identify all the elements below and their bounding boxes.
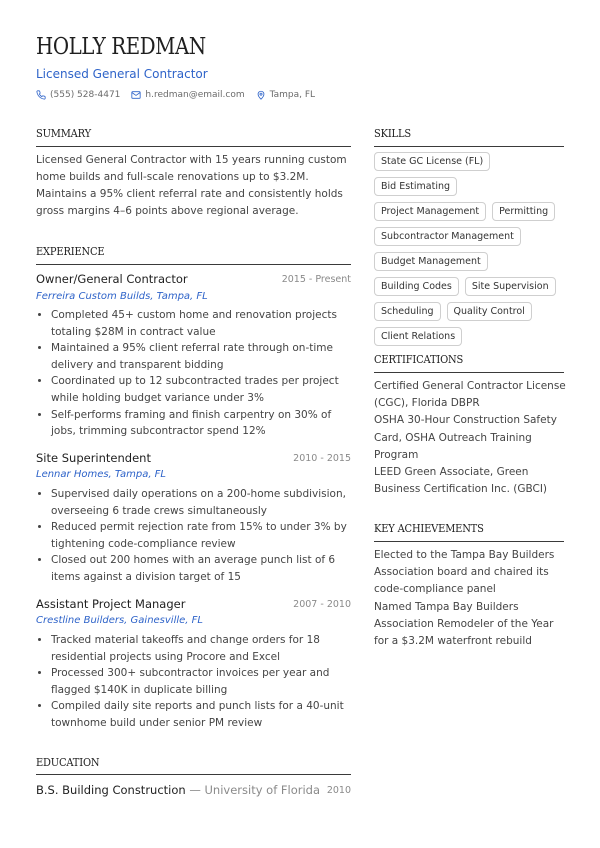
job-title: Assistant Project Manager xyxy=(36,597,186,611)
location-text: Tampa, FL xyxy=(269,90,316,100)
achievements-list xyxy=(374,547,570,650)
skill-chip: Site Supervision xyxy=(465,277,556,296)
education-heading: EDUCATION xyxy=(36,756,100,769)
skills-divider xyxy=(374,146,564,147)
certifications-divider xyxy=(374,372,564,373)
job-bullet: • Processed 300+ subcontractor invoices per year and flagged $140K in duplicate billing xyxy=(51,665,351,698)
phone-text: (555) 528-4471 xyxy=(50,90,121,100)
skill-chip: Bid Estimating xyxy=(374,177,457,196)
mail-icon xyxy=(131,90,141,100)
certifications-list xyxy=(374,378,570,498)
skill-chip: Permitting xyxy=(492,202,555,221)
job-dates: 2010 - 2015 xyxy=(293,453,351,464)
job-bullet: • Maintained a 95% client referral rate through on-time delivery and transparent bidding xyxy=(51,340,351,373)
achievements-divider xyxy=(374,541,564,542)
candidate-name: HOLLY REDMAN xyxy=(36,34,206,60)
contact-phone xyxy=(36,90,120,100)
experience-heading: EXPERIENCE xyxy=(36,245,105,258)
summary-heading: SUMMARY xyxy=(36,127,91,140)
job-title: Owner/General Contractor xyxy=(36,272,188,286)
certification-item: LEED Green Associate, Green Business Certification Inc. (GBCI) xyxy=(374,466,548,496)
education-entry xyxy=(36,783,320,797)
skill-chip: Project Management xyxy=(374,202,486,221)
certifications-heading: CERTIFICATIONS xyxy=(374,353,464,366)
job-bullets xyxy=(36,486,351,586)
job-bullet: • Tracked material takeoffs and change orders for 18 residential projects using Procore and Excel xyxy=(51,632,351,665)
education-separator: — xyxy=(189,783,201,797)
education-degree: B.S. Building Construction xyxy=(36,783,186,797)
skill-chip: State GC License (FL) xyxy=(374,152,490,171)
achievements-heading: KEY ACHIEVEMENTS xyxy=(374,522,484,535)
job-company: Ferreira Custom Builds, Tampa, FL xyxy=(36,291,208,302)
summary-divider xyxy=(36,146,351,147)
map-pin-icon xyxy=(256,90,266,100)
job-company: Lennar Homes, Tampa, FL xyxy=(36,469,166,480)
achievement-item: Named Tampa Bay Builders Association Remodeler of the Year for a $3.2M waterfront rebuild xyxy=(374,600,554,648)
job-bullets xyxy=(36,632,351,732)
job-bullet: • Completed 45+ custom home and renovation projects totaling $28M in contract value xyxy=(51,307,351,340)
job-dates: 2015 - Present xyxy=(281,274,351,285)
job-bullet: • Compiled daily site reports and punch lists for a 40-unit townhome build under senior PM review xyxy=(51,698,351,731)
certification-item: Certified General Contractor License (CGC), Florida DBPR xyxy=(374,380,566,410)
job-bullet: • Self-performs framing and finish carpentry on 30% of jobs, trimming subcontractor spend 12% xyxy=(51,407,351,440)
skills-list xyxy=(374,152,570,352)
skills-heading: SKILLS xyxy=(374,127,411,140)
job-bullet: • Closed out 200 homes with an average punch list of 6 items against a division target of 15 xyxy=(51,552,351,585)
candidate-title: Licensed General Contractor xyxy=(36,67,208,81)
job-bullet: • Supervised daily operations on a 200-home subdivision, overseeing 6 trade crews simultaneously xyxy=(51,486,351,519)
education-year: 2010 xyxy=(326,785,351,796)
skill-chip: Quality Control xyxy=(447,302,532,321)
contact-location xyxy=(256,90,315,100)
job-company: Crestline Builders, Gainesville, FL xyxy=(36,615,203,626)
skill-chip: Building Codes xyxy=(374,277,459,296)
job-dates: 2007 - 2010 xyxy=(293,599,351,610)
contact-email xyxy=(131,90,244,100)
education-school: University of Florida xyxy=(204,783,321,797)
skill-chip: Scheduling xyxy=(374,302,441,321)
experience-divider xyxy=(36,264,351,265)
skill-chip: Budget Management xyxy=(374,252,488,271)
job-bullet: • Coordinated up to 12 subcontracted trades per project while holding budget variance under 3% xyxy=(51,373,351,406)
contact-bar xyxy=(36,90,326,100)
job-bullet: • Reduced permit rejection rate from 15% to under 3% by tightening code-compliance review xyxy=(51,519,351,552)
achievement-item: Elected to the Tampa Bay Builders Association board and chaired its code-compliance panel xyxy=(374,549,555,596)
skill-chip: Client Relations xyxy=(374,327,462,346)
job-bullets xyxy=(36,307,351,440)
job-title: Site Superintendent xyxy=(36,451,151,465)
certification-item: OSHA 30-Hour Construction Safety Card, OSHA Outreach Training Program xyxy=(374,414,557,461)
phone-icon xyxy=(36,90,46,100)
email-text: h.redman@email.com xyxy=(145,90,245,100)
summary-text: Licensed General Contractor with 15 years running custom home builds and full-scale renovations up to $3.2M. Maintains a 95% client referral rate and consistently holds gross margins 4–6 points above regional average. xyxy=(36,154,347,217)
education-divider xyxy=(36,774,351,775)
skill-chip: Subcontractor Management xyxy=(374,227,521,246)
